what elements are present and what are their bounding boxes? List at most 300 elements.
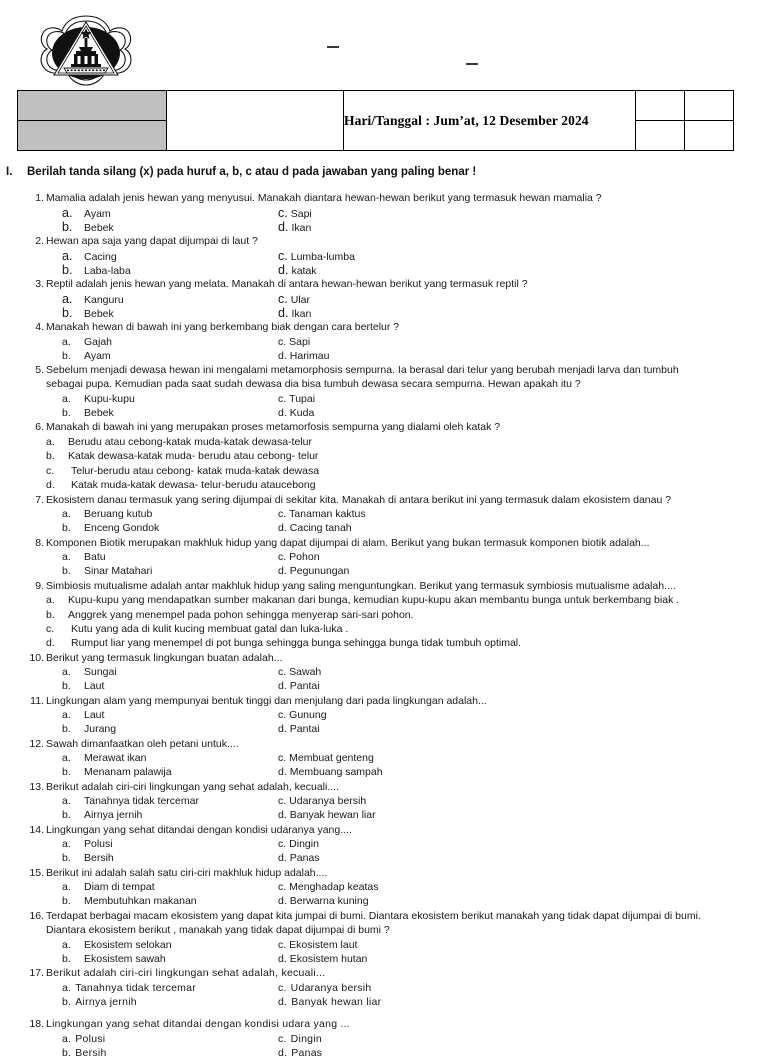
option-label: Ular: [290, 293, 310, 306]
identity-table: [17, 90, 734, 151]
option-c[interactable]: [278, 335, 310, 349]
option-row: [46, 636, 768, 650]
question-text: [46, 651, 768, 666]
option-b[interactable]: [62, 894, 197, 908]
option-label: Pantai: [289, 680, 320, 693]
option-label: Ikan: [291, 307, 312, 320]
option-letter: c.: [278, 508, 287, 521]
option-a[interactable]: [62, 665, 117, 679]
option-label: Rumput liar yang menempel di pot bunga sehingga bunga sehingga bunga tidak tumbuh optimal.: [71, 637, 522, 650]
identity-cell-subject[interactable]: [18, 91, 167, 121]
option-a[interactable]: [62, 708, 104, 722]
option-label: Lumba-lumba: [290, 250, 355, 263]
question-item: [0, 277, 768, 320]
question-text-line: Diantara ekosistem berikut , manakah yang tidak dapat dijumpai di bumi ?: [46, 924, 390, 937]
option-letter: a.: [62, 838, 71, 851]
option-letter: a.: [62, 508, 71, 521]
option-label: Panas: [291, 1047, 323, 1060]
option-group: [46, 981, 768, 1010]
option-label: Airnya jernih: [84, 809, 143, 822]
option-label: Ayam: [84, 349, 111, 362]
option-group: [46, 593, 768, 651]
option-letter: d.: [278, 680, 287, 693]
option-row: [46, 521, 768, 535]
option-label: Tupai: [289, 393, 316, 406]
option-label: Harimau: [289, 349, 330, 362]
option-label: Laba-laba: [84, 264, 131, 277]
option-a[interactable]: [62, 880, 155, 894]
option-label: Bersih: [84, 852, 114, 865]
question-item: [0, 579, 768, 651]
option-b[interactable]: [46, 449, 768, 463]
question-spacer: [0, 1009, 768, 1017]
question-number: 1.: [35, 192, 44, 204]
question-text: [46, 737, 768, 752]
option-letter: b.: [62, 565, 71, 578]
identity-cell-class[interactable]: [18, 121, 167, 151]
option-letter: d.: [278, 895, 287, 908]
option-d[interactable]: [46, 478, 768, 492]
option-row: [46, 435, 768, 449]
option-letter: c.: [278, 393, 287, 406]
option-row: [46, 708, 768, 722]
option-c[interactable]: [278, 507, 366, 521]
option-label: Ekosistem laut: [289, 938, 358, 951]
question-item: [0, 363, 768, 421]
option-letter: a.: [46, 436, 55, 449]
option-group: [46, 335, 768, 363]
option-letter: a.: [62, 981, 72, 994]
option-letter: c.: [278, 795, 287, 808]
option-c[interactable]: [278, 206, 312, 221]
option-letter: d.: [278, 305, 289, 320]
option-letter: b.: [62, 407, 71, 420]
question-text: [46, 420, 768, 435]
option-c[interactable]: [278, 249, 355, 264]
question-text: [46, 694, 768, 709]
question-number: 18.: [29, 1018, 44, 1031]
option-row: [46, 722, 768, 736]
option-d[interactable]: [278, 1046, 322, 1060]
option-letter: d.: [46, 479, 55, 492]
option-label: Tanahnya tidak tercemar: [75, 981, 196, 994]
option-b[interactable]: [62, 765, 172, 779]
option-letter: a.: [62, 551, 71, 564]
question-text: [46, 823, 768, 838]
question-text-line: Reptil adalah jenis hewan yang melata. Manakah di antara hewan-hewan berikut yang termasuk reptil ?: [46, 277, 528, 290]
question-text: [46, 234, 768, 249]
option-letter: d.: [278, 565, 287, 578]
question-text-line: Berikut adalah ciri-ciri lingkungan sehat adalah, kecuali...: [46, 967, 326, 980]
option-label: Udaranya bersih: [290, 981, 372, 994]
option-label: Airnya jernih: [75, 996, 137, 1009]
option-label: Kupu-kupu: [84, 393, 135, 406]
option-letter: b.: [62, 766, 71, 779]
question-item: [0, 866, 768, 909]
option-c[interactable]: [278, 665, 321, 679]
option-row: [46, 952, 768, 966]
option-b[interactable]: [62, 521, 159, 535]
option-letter: d.: [278, 407, 287, 420]
option-letter: a.: [62, 709, 71, 722]
question-text: [46, 866, 768, 881]
question-list: [0, 191, 768, 1061]
section-numeral: I.: [6, 166, 13, 178]
option-row: [46, 1046, 768, 1060]
option-b[interactable]: [62, 306, 114, 321]
option-letter: d.: [278, 723, 287, 736]
option-a[interactable]: [62, 335, 112, 349]
option-label: Banyak hewan liar: [291, 996, 382, 1009]
option-label: Membuat genteng: [289, 752, 374, 765]
option-b[interactable]: [62, 995, 137, 1009]
option-d[interactable]: [278, 679, 320, 693]
option-b[interactable]: [62, 808, 142, 822]
question-item: [0, 234, 768, 277]
question-text-line: Manakah hewan di bawah ini yang berkembang biak dengan cara bertelur ?: [46, 320, 400, 333]
option-label: Ekosistem hutan: [289, 952, 368, 965]
option-b[interactable]: [62, 679, 104, 693]
option-row: [46, 894, 768, 908]
option-letter: a.: [62, 393, 71, 406]
question-text: [46, 277, 768, 292]
option-row: [46, 765, 768, 779]
option-group: [46, 392, 768, 420]
option-letter: c.: [278, 248, 288, 263]
question-item: [0, 780, 768, 823]
question-text-line: Mamalia adalah jenis hewan yang menyusui. Manakah diantara hewan-hewan berikut yang termasuk hewan mamalia ?: [46, 192, 602, 204]
option-a[interactable]: [62, 507, 152, 521]
question-number: 15.: [29, 866, 44, 879]
option-b[interactable]: [62, 851, 114, 865]
option-b[interactable]: [62, 263, 131, 278]
option-c[interactable]: [278, 708, 327, 722]
option-a[interactable]: [62, 550, 106, 564]
option-d[interactable]: [278, 564, 349, 578]
option-group: [46, 665, 768, 693]
option-a[interactable]: [62, 981, 196, 995]
question-text: [46, 909, 768, 938]
option-letter: b.: [62, 1047, 72, 1060]
question-text: [46, 780, 768, 795]
option-letter: b.: [62, 852, 71, 865]
option-b[interactable]: [62, 722, 116, 736]
question-text-line: Berikut adalah ciri-ciri lingkungan yang sehat adalah, kecuali....: [46, 780, 340, 793]
option-a[interactable]: [62, 794, 199, 808]
question-number: 12.: [29, 737, 44, 750]
option-group: [46, 837, 768, 865]
question-text: [46, 536, 768, 551]
option-letter: b.: [46, 608, 55, 621]
option-c[interactable]: [278, 837, 319, 851]
option-label: Gajah: [84, 335, 113, 348]
option-letter: a.: [46, 594, 55, 607]
option-a[interactable]: [62, 249, 117, 264]
option-row: [46, 349, 768, 363]
exam-date-cell: [344, 91, 636, 151]
option-row: [46, 249, 768, 263]
question-item: [0, 737, 768, 780]
option-c[interactable]: [278, 938, 357, 952]
score-box-4[interactable]: [685, 121, 734, 151]
question-item: [0, 493, 768, 536]
option-a[interactable]: [62, 206, 111, 221]
question-text-line: Sebelum menjadi dewasa hewan ini mengalami metamorphosis sempurna. Ia berasal dari telur yang berubah menjadi larva dan tumbuh: [46, 363, 679, 376]
question-text-line: Terdapat berbagai macam ekosistem yang dapat kita jumpai di bumi. Diantara ekosistem berikut manakah yang tidak dapat dijumpai di bumi.: [46, 909, 701, 922]
option-letter: c.: [278, 938, 287, 951]
document-header: [0, 0, 768, 88]
question-text: [46, 966, 768, 981]
question-number: 14.: [29, 823, 44, 836]
option-letter: c.: [278, 981, 287, 994]
question-text-line: Lingkungan yang sehat ditandai dengan kondisi udara yang ...: [46, 1018, 350, 1031]
option-c[interactable]: [278, 981, 371, 995]
option-label: Enceng Gondok: [84, 522, 160, 535]
option-label: Udaranya bersih: [289, 795, 367, 808]
option-d[interactable]: [278, 306, 311, 321]
option-letter: b.: [62, 723, 71, 736]
option-letter: d.: [278, 262, 289, 277]
option-letter: d.: [278, 996, 288, 1009]
option-row: [46, 478, 768, 492]
option-label: Tanahnya tidak tercemar: [84, 795, 199, 808]
option-b[interactable]: [46, 608, 768, 622]
option-letter: b.: [62, 809, 71, 822]
header-dash-mark-2: [466, 63, 478, 65]
question-text: [46, 493, 768, 508]
option-a[interactable]: [46, 435, 768, 449]
score-box-2[interactable]: [685, 91, 734, 121]
question-number: 7.: [35, 493, 44, 506]
option-row: [46, 837, 768, 851]
question-number: 16.: [29, 909, 44, 922]
option-c[interactable]: [278, 550, 320, 564]
option-label: Bebek: [84, 407, 114, 420]
option-row: [46, 938, 768, 952]
question-item: [0, 909, 768, 967]
option-row: [46, 679, 768, 693]
option-c[interactable]: [46, 622, 768, 636]
option-letter: b.: [62, 895, 71, 908]
option-b[interactable]: [62, 1046, 107, 1060]
question-text-line: Lingkungan alam yang mempunyai bentuk tinggi dan menjulang dari pada lingkungan adalah...: [46, 694, 487, 707]
option-c[interactable]: [278, 794, 366, 808]
option-letter: c.: [278, 752, 287, 765]
option-label: Ikan: [291, 221, 312, 234]
option-label: Laut: [84, 709, 105, 722]
option-letter: a.: [62, 335, 71, 348]
question-text: [46, 320, 768, 335]
option-label: Batu: [84, 551, 106, 564]
score-box-1[interactable]: [636, 91, 685, 121]
option-letter: c.: [278, 551, 287, 564]
option-row: [46, 622, 768, 636]
question-item: [0, 536, 768, 579]
option-d[interactable]: [278, 765, 383, 779]
option-group: [46, 751, 768, 779]
option-label: Merawat ikan: [84, 752, 147, 765]
option-label: Sinar Matahari: [84, 565, 153, 578]
option-letter: a.: [62, 795, 71, 808]
option-letter: b.: [62, 349, 71, 362]
option-b[interactable]: [62, 952, 166, 966]
option-c[interactable]: [46, 464, 768, 478]
option-label: Tanaman kaktus: [289, 508, 366, 521]
option-row: [46, 507, 768, 521]
option-a[interactable]: [62, 837, 113, 851]
question-item: [0, 651, 768, 694]
option-label: Sungai: [84, 666, 117, 679]
option-d[interactable]: [278, 952, 367, 966]
question-text: [46, 363, 768, 392]
question-text: [46, 1017, 768, 1032]
option-group: [46, 550, 768, 578]
option-letter: b.: [62, 219, 73, 234]
option-letter: c.: [278, 838, 287, 851]
option-label: Dingin: [290, 1033, 322, 1046]
option-letter: d.: [278, 349, 287, 362]
question-item: [0, 823, 768, 866]
option-label: Katak muda-katak dewasa- telur-berudu ataucebong: [71, 479, 316, 492]
question-text-line: Hewan apa saja yang dapat dijumpai di laut ?: [46, 234, 258, 247]
option-row: [46, 1032, 768, 1046]
identity-cell-blank[interactable]: [167, 91, 344, 151]
option-row: [46, 306, 768, 320]
option-d[interactable]: [278, 851, 320, 865]
question-number: 8.: [35, 536, 44, 549]
option-c[interactable]: [278, 1032, 322, 1046]
option-d[interactable]: [278, 263, 317, 278]
option-label: Polusi: [84, 838, 113, 851]
option-group: [46, 292, 768, 320]
option-letter: a.: [62, 248, 73, 263]
option-letter: d.: [278, 522, 287, 535]
option-letter: a.: [62, 938, 71, 951]
option-row: [46, 263, 768, 277]
option-letter: b.: [62, 952, 71, 965]
option-label: Kutu yang ada di kulit kucing membuat gatal dan luka-luka .: [71, 622, 349, 635]
option-group: [46, 507, 768, 535]
option-letter: d.: [278, 809, 287, 822]
option-letter: a.: [62, 666, 71, 679]
option-row: [46, 564, 768, 578]
option-label: Berwarna kuning: [289, 895, 369, 908]
option-letter: d.: [278, 852, 287, 865]
option-d[interactable]: [278, 722, 320, 736]
option-label: Gunung: [289, 709, 327, 722]
score-box-3[interactable]: [636, 121, 685, 151]
option-a[interactable]: [62, 938, 172, 952]
question-number: 9.: [35, 579, 44, 592]
option-label: Pantai: [289, 723, 320, 736]
option-letter: d.: [46, 637, 55, 650]
option-d[interactable]: [278, 521, 352, 535]
option-label: Membuang sampah: [289, 766, 383, 779]
option-letter: a.: [62, 205, 73, 220]
option-d[interactable]: [278, 220, 311, 235]
option-label: Ekosistem sawah: [84, 952, 166, 965]
question-text: [46, 191, 768, 206]
option-label: katak: [291, 264, 317, 277]
option-c[interactable]: [278, 880, 379, 894]
option-c[interactable]: [278, 392, 315, 406]
option-letter: c.: [46, 622, 55, 635]
option-a[interactable]: [46, 593, 768, 607]
option-label: Katak dewasa-katak muda- berudu atau cebong- telur: [68, 450, 319, 463]
option-letter: c.: [278, 291, 288, 306]
option-label: Kuda: [289, 407, 315, 420]
option-label: Sapi: [290, 207, 312, 220]
question-number: 3.: [35, 277, 44, 290]
option-d[interactable]: [278, 349, 329, 363]
option-row: [46, 206, 768, 220]
question-text-line: Ekosistem danau termasuk yang sering dijumpai di sekitar kita. Manakah di antara berikut ini yang termasuk dalam ekosistem danau ?: [46, 493, 672, 506]
option-label: Sawah: [289, 666, 322, 679]
option-label: Cacing tanah: [289, 522, 352, 535]
option-label: Bebek: [84, 307, 114, 320]
option-c[interactable]: [278, 292, 310, 307]
option-group: [46, 206, 768, 234]
question-number: 11.: [30, 694, 44, 707]
question-number: 2.: [35, 234, 44, 247]
option-label: Kanguru: [84, 293, 124, 306]
option-group: [46, 938, 768, 966]
option-b[interactable]: [62, 349, 111, 363]
option-d[interactable]: [278, 808, 376, 822]
option-letter: c.: [278, 666, 287, 679]
option-a[interactable]: [62, 1032, 105, 1046]
option-label: Telur-berudu atau cebong- katak muda-katak dewasa: [71, 464, 320, 477]
option-letter: a.: [62, 1033, 72, 1046]
option-row: [46, 464, 768, 478]
option-a[interactable]: [62, 392, 135, 406]
option-letter: d.: [278, 219, 289, 234]
option-letter: b.: [62, 262, 73, 277]
option-group: [46, 794, 768, 822]
option-row: [46, 981, 768, 995]
option-letter: d.: [278, 766, 287, 779]
option-row: [46, 335, 768, 349]
option-label: Membutuhkan makanan: [84, 895, 197, 908]
option-d[interactable]: [46, 636, 768, 650]
option-d[interactable]: [278, 894, 369, 908]
exam-date-label: Hari/Tanggal : Jum’at, 12 Desember 2024: [344, 112, 589, 128]
option-d[interactable]: [278, 995, 381, 1009]
option-d[interactable]: [278, 406, 314, 420]
option-b[interactable]: [62, 406, 114, 420]
question-text-line: Lingkungan yang sehat ditandai dengan kondisi udaranya yang....: [46, 823, 352, 836]
option-c[interactable]: [278, 751, 374, 765]
question-number: 10.: [29, 651, 44, 664]
tut-wuri-handayani-logo: [30, 13, 142, 89]
option-label: Jurang: [84, 723, 117, 736]
option-a[interactable]: [62, 751, 146, 765]
question-number: 13.: [29, 780, 44, 793]
question-item: [0, 966, 768, 1009]
table-row: [18, 91, 734, 121]
option-letter: b.: [46, 450, 55, 463]
option-group: [46, 435, 768, 493]
option-letter: a.: [62, 291, 73, 306]
option-b[interactable]: [62, 564, 152, 578]
option-group: [46, 708, 768, 736]
question-number: 17.: [29, 967, 44, 980]
option-label: Diam di tempat: [84, 881, 155, 894]
option-label: Pohon: [289, 551, 320, 564]
option-b[interactable]: [62, 220, 114, 235]
option-label: Menghadap keatas: [289, 881, 379, 894]
option-a[interactable]: [62, 292, 124, 307]
